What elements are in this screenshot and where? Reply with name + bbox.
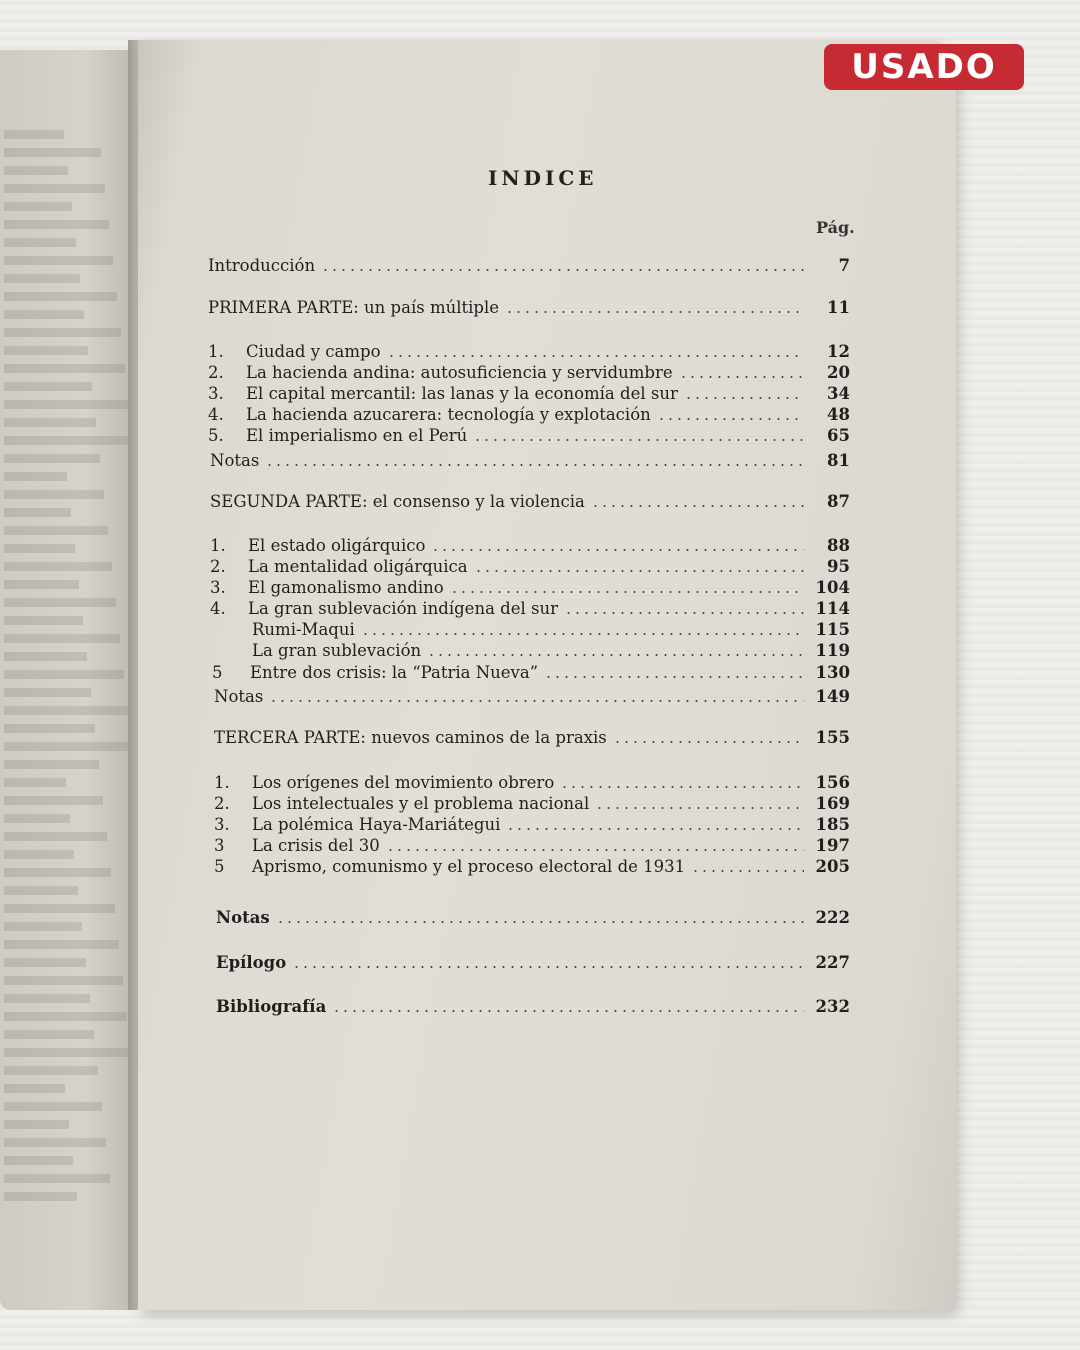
toc-entry-label: Aprismo, comunismo y el proceso electoral de 1931 <box>252 857 686 876</box>
toc-entry-page: 115 <box>815 620 850 639</box>
dot-leader <box>386 849 804 851</box>
toc-entry <box>208 426 850 445</box>
dot-leader <box>591 505 804 507</box>
toc-entry <box>216 997 850 1016</box>
toc-entry-label: PRIMERA PARTE: un país múltiple <box>208 298 500 317</box>
toc-entry <box>210 451 850 470</box>
toc-entry-page: 155 <box>815 728 850 747</box>
toc-entry-number: 2. <box>208 363 224 382</box>
dot-leader <box>473 439 804 441</box>
toc-entry-label: La hacienda azucarera: tecnología y explotación <box>246 405 651 424</box>
index-title: INDICE <box>488 166 598 190</box>
toc-entry <box>208 363 850 382</box>
dot-leader <box>361 633 804 635</box>
toc-entry <box>208 298 850 317</box>
toc-entry-label: Bibliografía <box>216 997 327 1016</box>
toc-entry <box>210 492 850 511</box>
toc-entry-label: La gran sublevación <box>252 641 422 660</box>
toc-entry <box>216 908 850 927</box>
toc-entry-label: Notas <box>210 451 260 470</box>
toc-entry <box>214 794 850 813</box>
toc-entry-page: 104 <box>815 578 850 597</box>
dot-leader <box>506 828 804 830</box>
toc-entry <box>210 578 850 597</box>
toc-entry-label: Epílogo <box>216 953 287 972</box>
dot-leader <box>450 591 804 593</box>
toc-entry-page: 149 <box>815 687 850 706</box>
toc-entry-page: 197 <box>815 836 850 855</box>
dot-leader <box>560 786 804 788</box>
toc-entry-number: 2. <box>214 794 230 813</box>
toc-entry-page: 48 <box>827 405 850 424</box>
dot-leader <box>657 418 804 420</box>
toc-entry-number: 3 <box>214 836 225 855</box>
dot-leader <box>276 921 804 923</box>
dot-leader <box>387 355 804 357</box>
toc-entry <box>208 256 850 275</box>
toc-entry-label: El imperialismo en el Perú <box>246 426 468 445</box>
toc-entry-number: 1. <box>208 342 224 361</box>
toc-entry <box>214 857 850 876</box>
toc-entry <box>208 342 850 361</box>
dot-leader <box>613 741 804 743</box>
toc-entry <box>210 599 850 618</box>
toc-entry-number: 4. <box>208 405 224 424</box>
toc-entry-page: 130 <box>815 663 850 682</box>
toc-entry-page: 81 <box>827 451 850 470</box>
toc-entry-label: El capital mercantil: las lanas y la economía del sur <box>246 384 678 403</box>
toc-entry-number: 3. <box>214 815 230 834</box>
toc-entry <box>210 557 850 576</box>
toc-entry-number: 5 <box>212 663 223 682</box>
toc-entry-label: Notas <box>216 908 270 927</box>
toc-entry <box>212 663 850 682</box>
toc-entry-page: 205 <box>815 857 850 876</box>
toc-entry-page: 11 <box>827 298 850 317</box>
toc-entry-page: 169 <box>815 794 850 813</box>
toc-entry-number: 5 <box>214 857 225 876</box>
toc-entry-page: 185 <box>815 815 850 834</box>
toc-entry-page: 222 <box>815 908 850 927</box>
toc-entry-page: 114 <box>815 599 850 618</box>
toc-entry-page: 7 <box>838 256 850 275</box>
dot-leader <box>474 570 804 572</box>
toc-entry-label: Rumi-Maqui <box>252 620 355 639</box>
toc-entry-number: 2. <box>210 557 226 576</box>
toc-entry <box>252 641 850 660</box>
toc-entry <box>214 836 850 855</box>
toc-entry-page: 232 <box>815 997 850 1016</box>
dot-leader <box>265 464 804 466</box>
toc-entry-number: 1. <box>214 773 230 792</box>
dot-leader <box>292 966 804 968</box>
toc-entry-label: La crisis del 30 <box>252 836 380 855</box>
dot-leader <box>595 807 804 809</box>
toc-entry <box>216 953 850 972</box>
used-badge: USADO <box>824 44 1024 90</box>
toc-entry-label: La mentalidad oligárquica <box>248 557 468 576</box>
dot-leader <box>332 1010 804 1012</box>
toc-entry-page: 12 <box>827 342 850 361</box>
toc-entry-label: El gamonalismo andino <box>248 578 444 597</box>
dot-leader <box>544 676 804 678</box>
toc-entry-number: 3. <box>208 384 224 403</box>
page-column-header: Pág. <box>816 218 855 237</box>
dot-leader <box>321 269 804 271</box>
toc-entry-label: Los intelectuales y el problema nacional <box>252 794 590 813</box>
toc-entry-label: Introducción <box>208 256 316 275</box>
toc-entry-page: 20 <box>827 363 850 382</box>
toc-entry <box>252 620 850 639</box>
toc-entry-page: 34 <box>827 384 850 403</box>
dot-leader <box>684 397 804 399</box>
toc-entry-page: 227 <box>815 953 850 972</box>
dot-leader <box>427 654 804 656</box>
toc-entry-label: TERCERA PARTE: nuevos caminos de la praxis <box>214 728 607 747</box>
toc-entry-number: 3. <box>210 578 226 597</box>
toc-entry <box>214 687 850 706</box>
toc-entry-label: SEGUNDA PARTE: el consenso y la violencia <box>210 492 585 511</box>
toc-entry <box>214 728 850 747</box>
toc-entry-page: 65 <box>827 426 850 445</box>
toc-entry <box>214 773 850 792</box>
toc-entry-number: 5. <box>208 426 224 445</box>
toc-entry-label: La gran sublevación indígena del sur <box>248 599 558 618</box>
dot-leader <box>691 870 804 872</box>
dot-leader <box>505 311 804 313</box>
toc-entry-label: Ciudad y campo <box>246 342 381 361</box>
dot-leader <box>269 700 804 702</box>
toc-entry-label: El estado oligárquico <box>248 536 426 555</box>
toc-entry-page: 95 <box>827 557 850 576</box>
toc-entry-number: 1. <box>210 536 226 555</box>
dot-leader <box>564 612 804 614</box>
toc-entry <box>214 815 850 834</box>
toc-entry-label: Notas <box>214 687 264 706</box>
toc-entry-page: 119 <box>815 641 850 660</box>
toc-entry-number: 4. <box>210 599 226 618</box>
toc-entry-page: 156 <box>815 773 850 792</box>
dot-leader <box>679 376 804 378</box>
toc-entry <box>208 405 850 424</box>
toc-entry-label: Entre dos crisis: la “Patria Nueva” <box>250 663 539 682</box>
toc-entry-label: La polémica Haya-Mariátegui <box>252 815 501 834</box>
toc-entry-label: Los orígenes del movimiento obrero <box>252 773 555 792</box>
dot-leader <box>431 549 804 551</box>
toc-entry <box>208 384 850 403</box>
toc-entry-page: 87 <box>827 492 850 511</box>
toc-entry-label: La hacienda andina: autosuficiencia y servidumbre <box>246 363 673 382</box>
toc-entry-page: 88 <box>827 536 850 555</box>
toc-entry <box>210 536 850 555</box>
